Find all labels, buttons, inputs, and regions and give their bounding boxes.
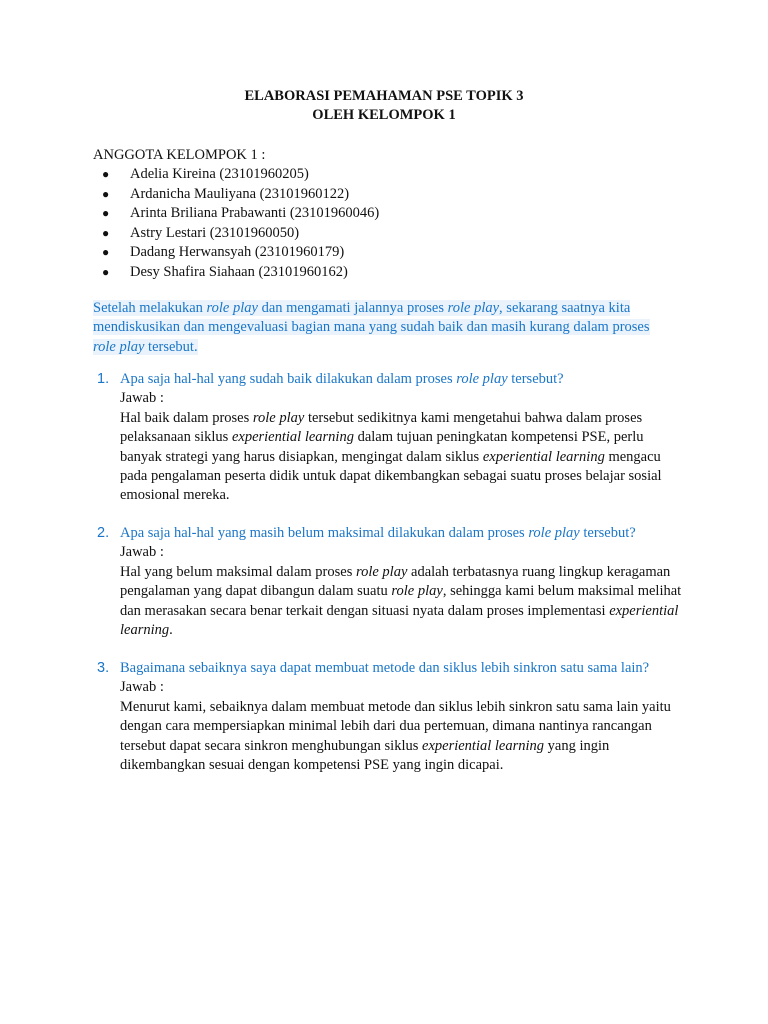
answer-emphasis: experiential learning bbox=[422, 737, 545, 754]
answer-part: Menurut kami, sebaiknya dalam membuat metode dan siklus lebih sinkron satu sama lain yaitu dengan cara mempersiapkan minimal lebih dari dua pertemuan, dimana nantinya rancangan tersebut dapat secara sinkron menghubungan siklus bbox=[120, 698, 671, 754]
list-item bbox=[93, 165, 379, 185]
members-list bbox=[93, 165, 379, 282]
answer-part: Hal yang belum maksimal dalam proses bbox=[120, 563, 356, 580]
answer-emphasis: experiential learning bbox=[120, 602, 679, 639]
answer-label: Jawab : bbox=[120, 390, 164, 407]
intro-text: tersebut. bbox=[144, 338, 198, 355]
document-title bbox=[0, 87, 768, 126]
member-name: Astry Lestari (23101960050) bbox=[130, 224, 300, 241]
question-body bbox=[120, 659, 683, 775]
answer-part: tersebut sedikitnya kami mengetahui bahwa dalam proses pelaksanaan siklus bbox=[120, 409, 643, 446]
question-part: Apa saja hal-hal yang sudah baik dilakukan dalam proses bbox=[120, 371, 457, 387]
answer-emphasis: role play bbox=[252, 409, 305, 426]
question-text bbox=[120, 524, 683, 543]
intro-text: Setelah melakukan bbox=[93, 300, 207, 316]
question-block-2 bbox=[93, 524, 683, 640]
question-number: 1. bbox=[97, 371, 110, 387]
answer-part: mengacu pada pengalaman peserta didik untuk dapat dikembangkan sebagai suatu proses belajar sosial emosional mereka. bbox=[120, 448, 662, 504]
bullet-icon: ● bbox=[102, 264, 110, 279]
question-number: 2. bbox=[97, 525, 110, 541]
list-item bbox=[93, 224, 379, 244]
answer-part: . bbox=[169, 622, 173, 639]
question-body bbox=[120, 370, 683, 506]
answer-part: dalam tujuan peningkatan kompetensi PSE, perlu banyak strategi yang harus disiapkan, mengingat dalam siklus bbox=[120, 429, 644, 465]
question-number: 3. bbox=[97, 660, 110, 676]
question-text: Bagaimana sebaiknya saya dapat membuat metode dan siklus lebih sinkron satu sama lain? bbox=[120, 660, 650, 676]
question-block-3 bbox=[93, 659, 683, 775]
bullet-icon: ● bbox=[102, 167, 110, 181]
title-line-2: OLEH KELOMPOK 1 bbox=[312, 107, 456, 124]
question-part: tersebut? bbox=[579, 525, 636, 541]
intro-highlight bbox=[93, 300, 650, 355]
answer-emphasis: experiential learning bbox=[231, 429, 354, 446]
answer-emphasis: role play bbox=[391, 583, 443, 600]
title-line-1: ELABORASI PEMAHAMAN PSE TOPIK 3 bbox=[244, 88, 524, 104]
member-name: Ardanicha Mauliyana (23101960122) bbox=[130, 185, 350, 202]
member-name: Desy Shafira Siahaan (23101960162) bbox=[130, 263, 348, 280]
intro-emphasis: role play bbox=[447, 300, 500, 316]
answer-text bbox=[120, 409, 683, 506]
list-item bbox=[93, 263, 379, 283]
bullet-icon: ● bbox=[102, 245, 110, 259]
members-heading: ANGGOTA KELOMPOK 1 : bbox=[93, 147, 266, 163]
answer-emphasis: role play bbox=[355, 563, 408, 580]
answer-part: adalah terbatasnya ruang lingkup keragaman pengalaman yang dapat dibangun dalam suatu bbox=[120, 563, 671, 600]
answer-emphasis: experiential learning bbox=[482, 448, 605, 465]
bullet-icon: ● bbox=[102, 206, 110, 220]
bullet-icon: ● bbox=[102, 186, 110, 201]
intro-text: , sekarang saatnya kita mendiskusikan dan mengevaluasi bagian mana yang sudah baik dan masih kurang dalam proses bbox=[93, 300, 650, 336]
answer-part: Hal baik dalam proses bbox=[120, 409, 253, 426]
list-item bbox=[93, 204, 379, 224]
member-name: Adelia Kireina (23101960205) bbox=[130, 166, 309, 182]
member-name: Dadang Herwansyah (23101960179) bbox=[130, 244, 345, 260]
answer-text bbox=[120, 698, 683, 776]
question-part: Apa saja hal-hal yang masih belum maksimal dilakukan dalam proses bbox=[120, 525, 529, 541]
answer-part: , sehingga kami belum maksimal melihat dan merasakan secara benar terkait dengan situasi nyata dalam proses implementasi bbox=[120, 583, 682, 619]
list-item bbox=[93, 243, 379, 263]
question-block-1 bbox=[93, 370, 683, 506]
intro-paragraph bbox=[93, 299, 673, 357]
answer-label: Jawab : bbox=[120, 679, 164, 696]
question-part: tersebut? bbox=[507, 371, 564, 387]
question-text bbox=[120, 370, 683, 389]
list-item bbox=[93, 185, 379, 205]
intro-emphasis: role play bbox=[93, 338, 145, 355]
answer-text bbox=[120, 563, 683, 641]
answer-part: yang ingin dikembangkan sesuai dengan kompetensi PSE yang ingin dicapai. bbox=[120, 737, 610, 774]
bullet-icon: ● bbox=[102, 225, 110, 240]
intro-emphasis: role play bbox=[206, 300, 258, 316]
question-emphasis: role play bbox=[528, 525, 580, 541]
intro-text: dan mengamati jalannya proses bbox=[257, 300, 448, 316]
question-emphasis: role play bbox=[456, 371, 508, 387]
question-body bbox=[120, 524, 683, 640]
answer-label: Jawab : bbox=[120, 544, 164, 561]
member-name: Arinta Briliana Prabawanti (23101960046) bbox=[130, 205, 380, 221]
